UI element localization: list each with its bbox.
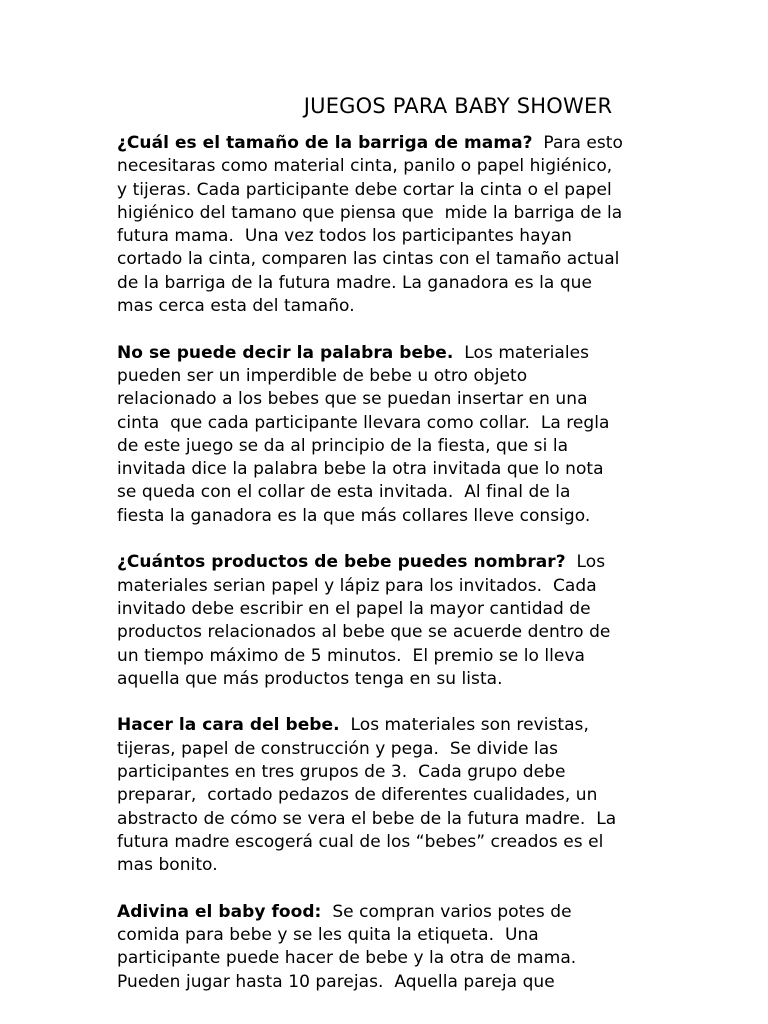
paragraph-line: pueden ser un imperdible de bebe u otro objeto [117,365,528,386]
paragraph-line: futura madre escogerá cual de los “bebes” creados es el [117,831,604,852]
section-palabra-bebe [117,342,657,528]
paragraph-line: tijeras, papel de construcción y pega. Se divide las [117,738,559,759]
paragraph-line: futura mama. Una vez todos los participantes hayan [117,226,572,247]
paragraph-line: de la barriga de la futura madre. La ganadora es la que [117,272,593,293]
paragraph-line: y tijeras. Cada participante debe cortar la cinta o el papel [117,179,612,200]
paragraph-line [117,132,657,155]
paragraph-line: comida para bebe y se les quita la etiqueta. Una [117,925,539,946]
section-heading: ¿Cuántos productos de bebe puedes nombrar? [117,552,566,573]
document-body [117,132,657,1017]
paragraph-line: cinta que cada participante llevara como collar. La regla [117,412,610,433]
paragraph-line: de este juego se da al principio de la fiesta, que si la [117,435,569,456]
paragraph-line [117,342,657,365]
paragraph-line: abstracto de cómo se vera el bebe de la futura madre. La [117,808,617,829]
section-heading: Hacer la cara del bebe. [117,715,340,736]
paragraph-line: un tiempo máximo de 5 minutos. El premio se lo lleva [117,645,586,666]
paragraph-line: invitado debe escribir en el papel la mayor cantidad de [117,598,591,619]
paragraph-text: Los materiales son revistas, [339,715,589,736]
paragraph-line: mas bonito. [117,855,218,876]
paragraph-line [117,901,657,924]
paragraph-line: relacionado a los bebes que se puedan insertar en una [117,389,588,410]
paragraph-text: Para esto [532,133,623,153]
paragraph-line: participante puede hacer de bebe y la otra de mama. [117,948,577,969]
paragraph-line: aquella que más productos tenga en su lista. [117,668,503,689]
paragraph-line: mas cerca esta del tamaño. [117,296,355,317]
paragraph-line: cortado la cinta, comparen las cintas con el tamaño actual [117,249,620,270]
paragraph-line: materiales serian papel y lápiz para los invitados. Cada [117,575,597,596]
paragraph-line: fiesta la ganadora es la que más collares lleve consigo. [117,505,591,526]
section-tamano-barriga [117,132,657,318]
paragraph-line: productos relacionados al bebe que se acuerde dentro de [117,622,611,643]
paragraph-line: participantes en tres grupos de 3. Cada grupo debe [117,762,566,783]
paragraph-line: preparar, cortado pedazos de diferentes cualidades, un [117,785,598,806]
section-heading: ¿Cuál es el tamaño de la barriga de mama? [117,133,533,153]
paragraph-line: invitada dice la palabra bebe la otra invitada que lo nota [117,459,604,480]
paragraph-line: necesitaras como material cinta, panilo o papel higiénico, [117,156,613,177]
section-productos-bebe [117,551,657,691]
section-baby-food [117,901,657,994]
document-title: JUEGOS PARA BABY SHOWER [303,94,613,118]
paragraph-line: se queda con el collar de esta invitada. Al final de la [117,482,571,503]
paragraph-text: Los materiales [453,342,590,363]
paragraph-text: Los [565,552,606,573]
paragraph-line [117,551,657,574]
paragraph-text: Se compran varios potes de [321,901,572,922]
section-cara-bebe [117,714,657,877]
section-heading: Adivina el baby food: [117,901,322,922]
section-heading: No se puede decir la palabra bebe. [117,342,454,363]
paragraph-line [117,714,657,737]
paragraph-line: Pueden jugar hasta 10 parejas. Aquella pareja que [117,971,555,992]
paragraph-line: higiénico del tamano que piensa que mide la barriga de la [117,202,623,223]
